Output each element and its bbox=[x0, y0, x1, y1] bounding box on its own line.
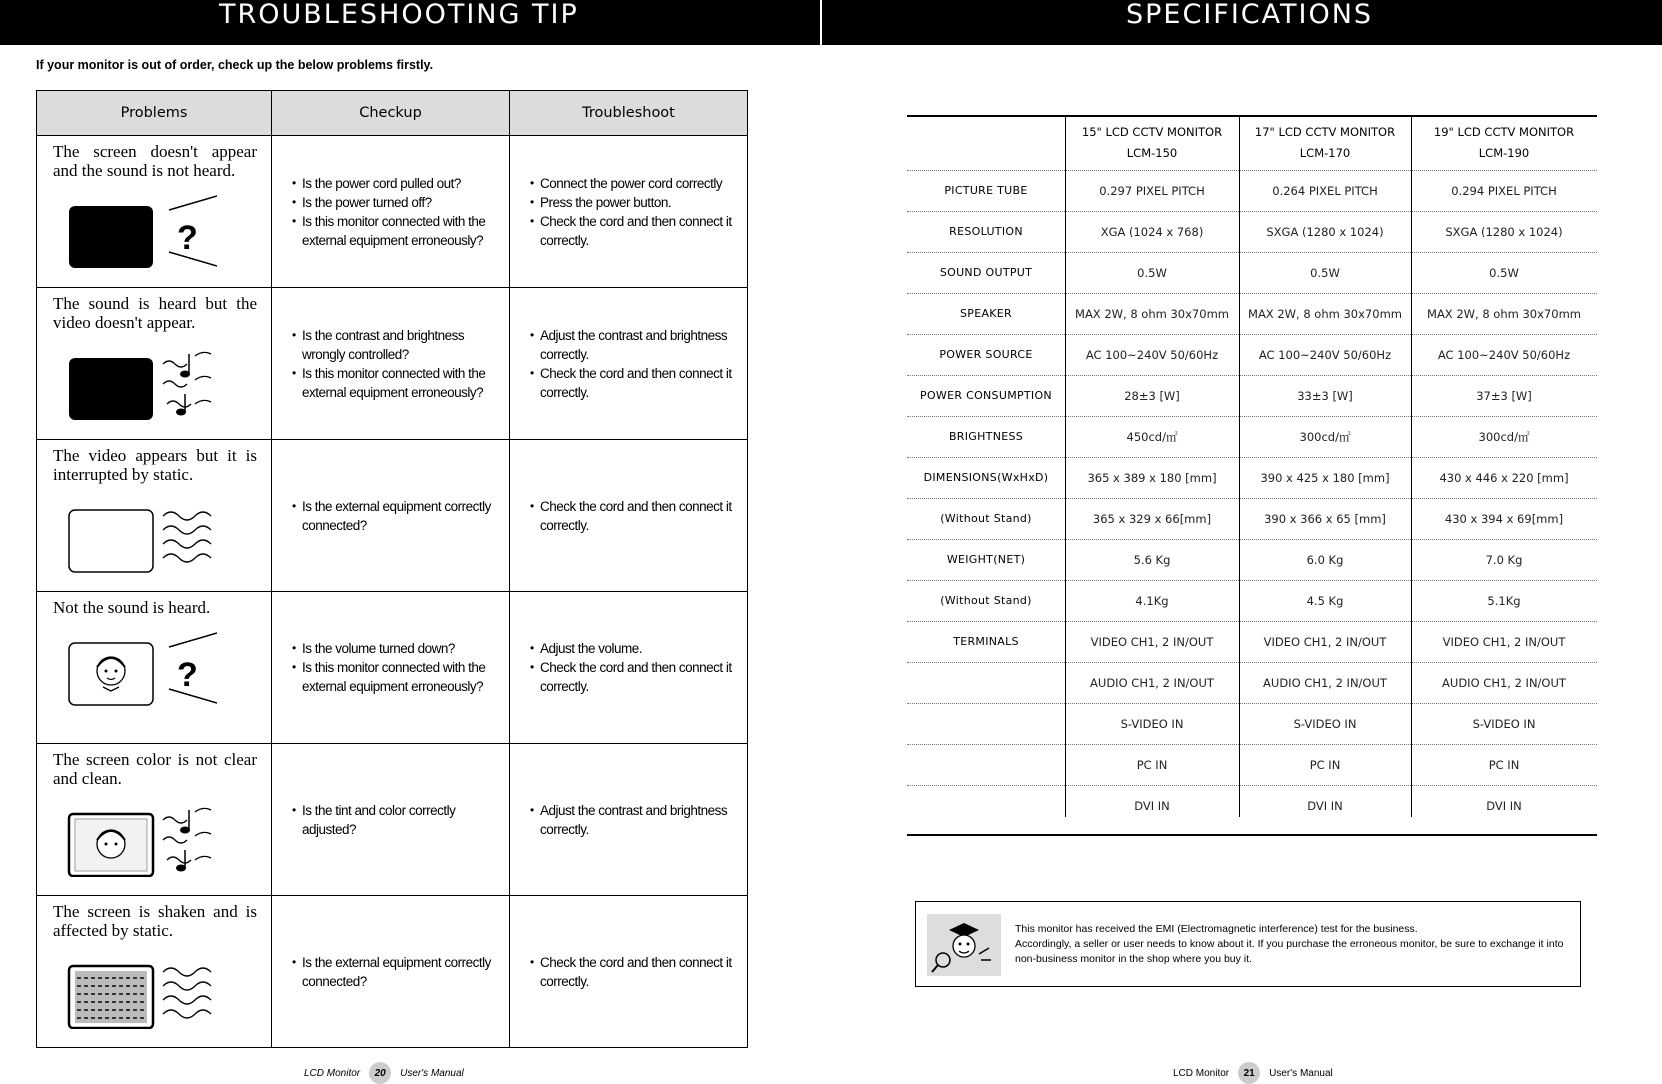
spec-value: MAX 2W, 8 ohm 30x70mm bbox=[1075, 306, 1229, 321]
problem-text: Not the sound is heard. bbox=[53, 598, 211, 617]
problem-text: The screen color is not clear and clean. bbox=[53, 750, 257, 788]
note-text bbox=[1015, 922, 1575, 967]
footer-product: LCD Monitor bbox=[304, 1067, 361, 1079]
troubleshoot-cell bbox=[510, 288, 748, 440]
black-screen-music-icon bbox=[67, 346, 217, 421]
troubleshooting-table bbox=[36, 90, 748, 1048]
spec-value: 4.5 Kg bbox=[1306, 593, 1344, 608]
troubleshoot-item: • Adjust the contrast and brightness correctly. bbox=[529, 801, 741, 839]
spec-value: XGA (1024 x 768) bbox=[1100, 224, 1204, 239]
spec-label bbox=[907, 744, 1065, 785]
spec-value: 390 x 366 x 65 [mm] bbox=[1264, 511, 1386, 526]
graduate-pointing-icon bbox=[927, 914, 1001, 976]
checkup-item: • Is the power cord pulled out? bbox=[291, 174, 501, 193]
troubleshoot-item: • Check the cord and then connect it correctly. bbox=[529, 658, 741, 696]
troubleshoot-item: • Connect the power cord correctly bbox=[529, 174, 741, 193]
model-header bbox=[1065, 115, 1239, 170]
spec-label bbox=[907, 785, 1065, 826]
table-row bbox=[37, 592, 748, 744]
troubleshoot-cell bbox=[510, 592, 748, 744]
spec-value: S-VIDEO IN bbox=[1120, 716, 1184, 731]
problem-cell bbox=[37, 136, 272, 288]
problem-cell bbox=[37, 440, 272, 592]
spec-label: RESOLUTION bbox=[949, 225, 1023, 238]
problem-text: The video appears but it is interrupted by static. bbox=[53, 446, 257, 484]
checkup-cell bbox=[272, 440, 510, 592]
checkup-cell bbox=[272, 592, 510, 744]
spec-value: 0.297 PIXEL PITCH bbox=[1099, 183, 1205, 198]
noisy-screen-static-icon bbox=[67, 954, 217, 1029]
spec-label: TERMINALS bbox=[953, 635, 1019, 648]
header-troubleshoot: Troubleshoot bbox=[510, 91, 748, 136]
spec-value: AUDIO CH1, 2 IN/OUT bbox=[1442, 675, 1566, 690]
spec-label: (Without Stand) bbox=[940, 594, 1032, 607]
spec-value: PC IN bbox=[1309, 757, 1341, 772]
spec-value: 5.6 Kg bbox=[1133, 552, 1171, 567]
checkup-item: • Is this monitor connected with the external equipment erroneously? bbox=[291, 364, 501, 402]
spec-value: 0.264 PIXEL PITCH bbox=[1272, 183, 1378, 198]
spec-value: AUDIO CH1, 2 IN/OUT bbox=[1090, 675, 1214, 690]
checkup-cell bbox=[272, 896, 510, 1048]
troubleshooting-title: TROUBLESHOOTING TIP bbox=[219, 0, 579, 30]
spec-value: DVI IN bbox=[1486, 798, 1522, 813]
black-screen-question-icon bbox=[67, 194, 217, 269]
face-screen-music-icon bbox=[67, 802, 217, 877]
spec-value: 5.1Kg bbox=[1487, 593, 1521, 608]
troubleshoot-item: • Check the cord and then connect it correctly. bbox=[529, 497, 741, 535]
right-banner bbox=[822, 0, 1662, 45]
header-problems: Problems bbox=[37, 91, 272, 136]
checkup-cell bbox=[272, 744, 510, 896]
spec-label: (Without Stand) bbox=[940, 512, 1032, 525]
model-code: LCM-190 bbox=[1478, 145, 1530, 160]
spec-value: 365 x 389 x 180 [mm] bbox=[1087, 470, 1217, 485]
table-row bbox=[37, 744, 748, 896]
troubleshoot-cell bbox=[510, 136, 748, 288]
troubleshoot-item: • Check the cord and then connect it correctly. bbox=[529, 364, 741, 402]
model-header bbox=[1239, 115, 1411, 170]
spec-value: 0.5W bbox=[1489, 265, 1519, 280]
spec-value: 300cd/㎡ bbox=[1299, 429, 1351, 444]
footer-manual: User's Manual bbox=[400, 1067, 464, 1079]
spec-value: 365 x 329 x 66[mm] bbox=[1092, 511, 1212, 526]
note-line: This monitor has received the EMI (Electromagnetic interference) test for the business. bbox=[1015, 923, 1418, 935]
table-row bbox=[37, 288, 748, 440]
spec-label: SPEAKER bbox=[960, 307, 1012, 320]
spec-value: 7.0 Kg bbox=[1485, 552, 1523, 567]
face-screen-question-icon bbox=[67, 631, 217, 706]
spec-value: S-VIDEO IN bbox=[1472, 716, 1536, 731]
right-page-footer bbox=[1173, 1062, 1333, 1084]
spec-value: VIDEO CH1, 2 IN/OUT bbox=[1263, 634, 1387, 649]
spec-label: PICTURE TUBE bbox=[944, 184, 1028, 197]
spec-value: SXGA (1280 x 1024) bbox=[1445, 224, 1563, 239]
spec-value: 0.294 PIXEL PITCH bbox=[1451, 183, 1557, 198]
table-row bbox=[37, 896, 748, 1048]
spec-value: MAX 2W, 8 ohm 30x70mm bbox=[1427, 306, 1581, 321]
emi-note bbox=[915, 901, 1581, 987]
checkup-item: • Is this monitor connected with the external equipment erroneously? bbox=[291, 658, 501, 696]
spec-value: PC IN bbox=[1136, 757, 1168, 772]
checkup-item: • Is this monitor connected with the external equipment erroneously? bbox=[291, 212, 501, 250]
troubleshoot-item: • Adjust the contrast and brightness correctly. bbox=[529, 326, 741, 364]
spec-label: DIMENSIONS(WxHxD) bbox=[923, 471, 1049, 484]
model-header bbox=[1411, 115, 1597, 170]
svg-text:?: ? bbox=[177, 656, 198, 694]
spec-label: BRIGHTNESS bbox=[948, 430, 1024, 443]
page-number: 21 bbox=[1238, 1062, 1260, 1084]
checkup-item: • Is the tint and color correctly adjusted? bbox=[291, 801, 501, 839]
spec-value: MAX 2W, 8 ohm 30x70mm bbox=[1248, 306, 1402, 321]
troubleshoot-item: • Check the cord and then connect it correctly. bbox=[529, 212, 741, 250]
footer-product: LCD Monitor bbox=[1173, 1067, 1230, 1079]
spec-label: WEIGHT(NET) bbox=[946, 553, 1026, 566]
spec-value: 6.0 Kg bbox=[1306, 552, 1344, 567]
spec-value: VIDEO CH1, 2 IN/OUT bbox=[1442, 634, 1566, 649]
spec-value: 4.1Kg bbox=[1135, 593, 1169, 608]
spec-value: VIDEO CH1, 2 IN/OUT bbox=[1090, 634, 1214, 649]
problem-cell bbox=[37, 592, 272, 744]
problem-text: The screen doesn't appear and the sound is not heard. bbox=[53, 142, 257, 180]
troubleshoot-item: • Check the cord and then connect it correctly. bbox=[529, 953, 741, 991]
spec-value: PC IN bbox=[1488, 757, 1520, 772]
spec-value: 390 x 425 x 180 [mm] bbox=[1260, 470, 1390, 485]
troubleshoot-cell bbox=[510, 896, 748, 1048]
problem-cell bbox=[37, 288, 272, 440]
spec-value: 0.5W bbox=[1310, 265, 1340, 280]
intro-text: If your monitor is out of order, check up the below problems firstly. bbox=[36, 58, 434, 72]
problem-text: The sound is heard but the video doesn't appear. bbox=[53, 294, 257, 332]
spec-value: AC 100~240V 50/60Hz bbox=[1258, 347, 1392, 362]
model-name: 19" LCD CCTV MONITOR bbox=[1433, 124, 1575, 139]
checkup-item: • Is the contrast and brightness wrongly controlled? bbox=[291, 326, 501, 364]
troubleshoot-item: • Adjust the volume. bbox=[529, 639, 741, 658]
header-checkup: Checkup bbox=[272, 91, 510, 136]
problem-cell bbox=[37, 896, 272, 1048]
spec-value: 430 x 394 x 69[mm] bbox=[1444, 511, 1564, 526]
spec-value: AC 100~240V 50/60Hz bbox=[1085, 347, 1219, 362]
left-page-footer bbox=[304, 1062, 464, 1084]
spec-value: 28±3 [W] bbox=[1124, 388, 1180, 403]
checkup-cell bbox=[272, 288, 510, 440]
spec-value: DVI IN bbox=[1134, 798, 1170, 813]
specifications-title: SPECIFICATIONS bbox=[1126, 0, 1374, 30]
troubleshoot-item: • Press the power button. bbox=[529, 193, 741, 212]
spec-value: 33±3 [W] bbox=[1297, 388, 1353, 403]
left-banner bbox=[0, 0, 820, 45]
spec-value: S-VIDEO IN bbox=[1293, 716, 1357, 731]
footer-manual: User's Manual bbox=[1269, 1067, 1333, 1079]
spec-label: POWER SOURCE bbox=[939, 348, 1033, 361]
spec-label: POWER CONSUMPTION bbox=[920, 389, 1052, 402]
checkup-cell bbox=[272, 136, 510, 288]
model-code: LCM-150 bbox=[1126, 145, 1178, 160]
checkup-item: • Is the external equipment correctly connected? bbox=[291, 497, 501, 535]
checkup-item: • Is the volume turned down? bbox=[291, 639, 501, 658]
spec-value: DVI IN bbox=[1307, 798, 1343, 813]
table-row bbox=[37, 440, 748, 592]
spec-value: AC 100~240V 50/60Hz bbox=[1437, 347, 1571, 362]
spec-value: 450cd/㎡ bbox=[1126, 429, 1178, 444]
checkup-item: • Is the external equipment correctly connected? bbox=[291, 953, 501, 991]
svg-text:?: ? bbox=[177, 219, 198, 257]
note-line: Accordingly, a seller or user needs to know about it. If you purchase the erroneous monitor, be sure to exchange it into non-business monitor in the shop where you buy it. bbox=[1015, 938, 1564, 965]
model-code: LCM-170 bbox=[1299, 145, 1351, 160]
spec-label bbox=[907, 662, 1065, 703]
model-name: 15" LCD CCTV MONITOR bbox=[1081, 124, 1223, 139]
problem-text: The screen is shaken and is affected by static. bbox=[53, 902, 257, 940]
troubleshoot-cell bbox=[510, 744, 748, 896]
blank-screen-static-icon bbox=[67, 498, 217, 573]
troubleshoot-cell bbox=[510, 440, 748, 592]
spec-value: 0.5W bbox=[1137, 265, 1167, 280]
spec-value: AUDIO CH1, 2 IN/OUT bbox=[1263, 675, 1387, 690]
spec-label: SOUND OUTPUT bbox=[939, 266, 1033, 279]
spec-bottom-rule bbox=[907, 834, 1597, 836]
spec-value: 430 x 446 x 220 [mm] bbox=[1439, 470, 1569, 485]
spec-value: 300cd/㎡ bbox=[1478, 429, 1530, 444]
problem-cell bbox=[37, 744, 272, 896]
model-name: 17" LCD CCTV MONITOR bbox=[1254, 124, 1396, 139]
page-number: 20 bbox=[369, 1062, 391, 1084]
spec-value: SXGA (1280 x 1024) bbox=[1266, 224, 1384, 239]
table-row bbox=[37, 136, 748, 288]
spec-value: 37±3 [W] bbox=[1476, 388, 1532, 403]
spec-label bbox=[907, 703, 1065, 744]
checkup-item: • Is the power turned off? bbox=[291, 193, 501, 212]
